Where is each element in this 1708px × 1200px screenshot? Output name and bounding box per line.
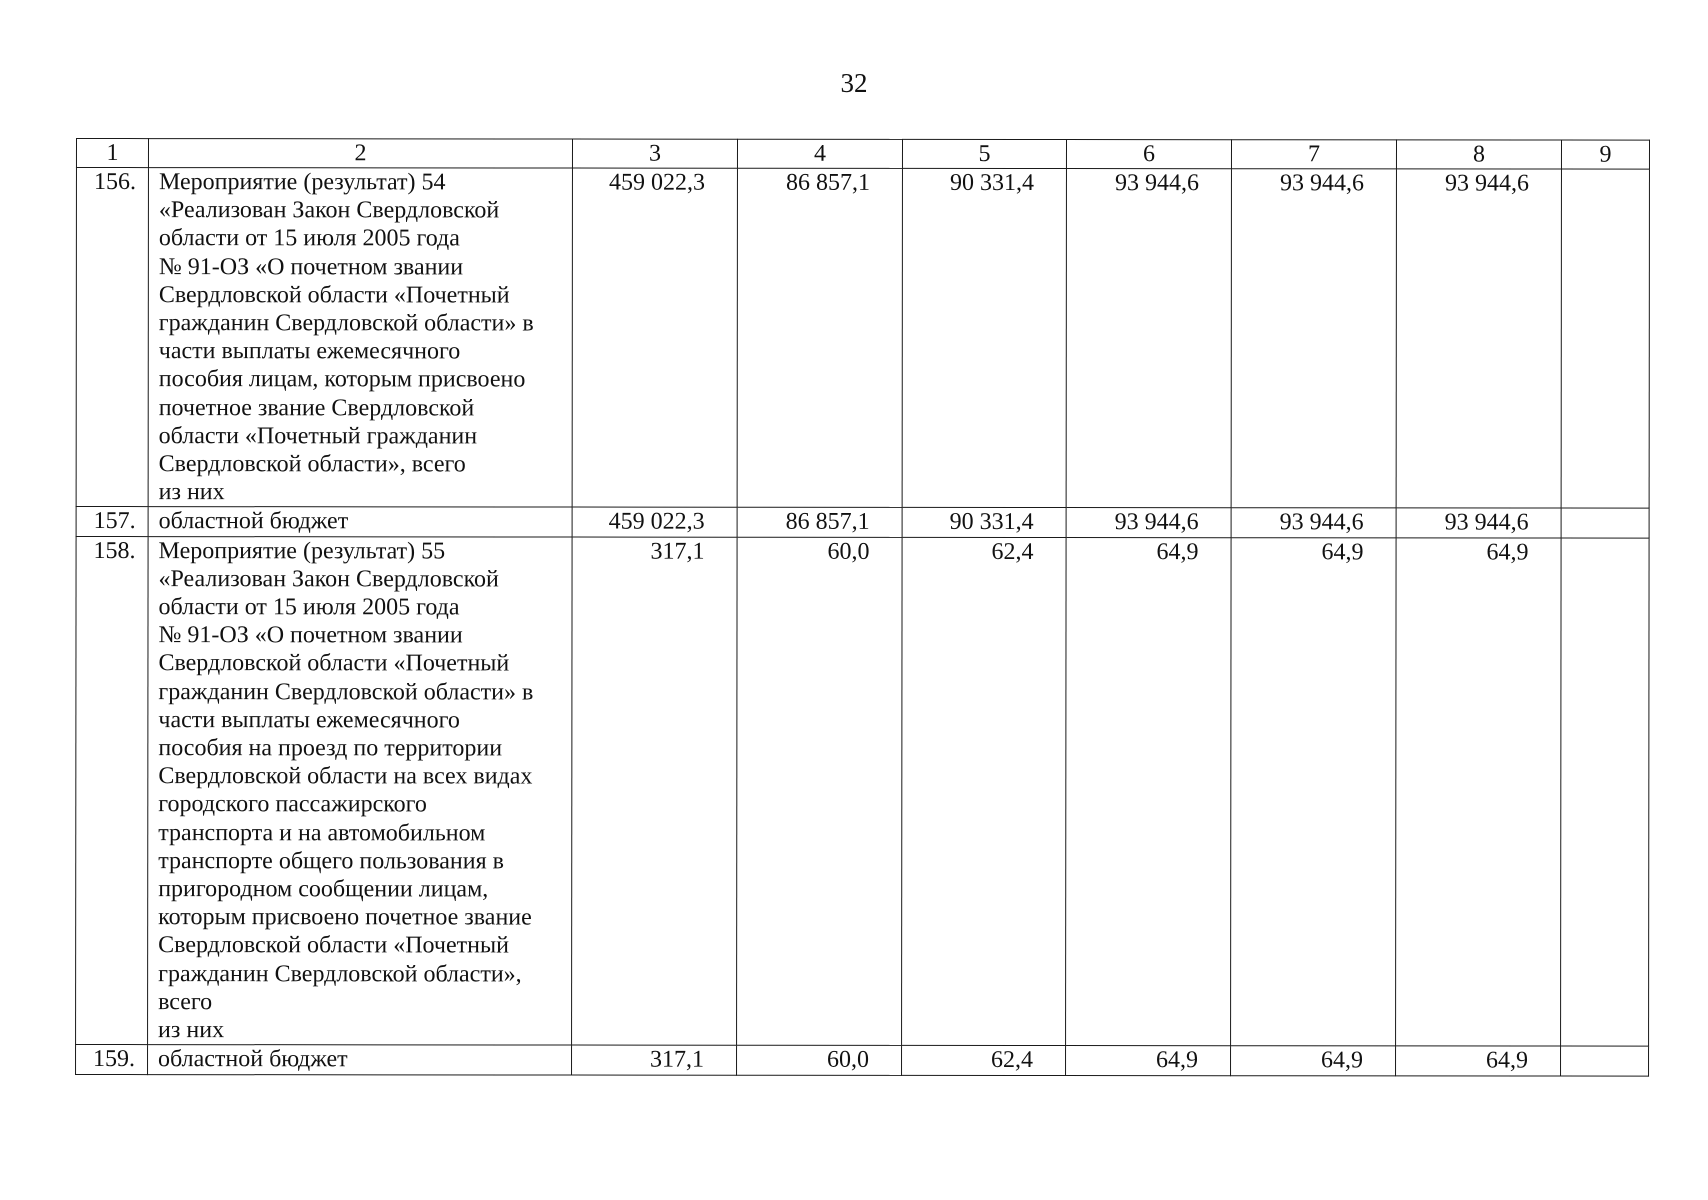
column-header: 3	[572, 139, 737, 168]
value-cell: 64,9	[1066, 537, 1232, 1046]
value-cell: 317,1	[572, 537, 738, 1046]
column-header: 1	[76, 139, 148, 168]
value-cell: 90 331,4	[902, 168, 1066, 508]
value-cell	[1561, 1046, 1649, 1075]
value-cell: 93 944,6	[1396, 169, 1561, 509]
value-cell: 317,1	[572, 1045, 737, 1074]
row-number: 157.	[76, 507, 148, 536]
row-description: Мероприятие (результат) 55 «Реализован Закон Свердловской области от 15 июля 2005 года № 91-ОЗ «О почетном звании Свердловской области «Почетный гражданин Свердловской области» в части выплаты ежемесячного пособия на проезд по территории Свердловской области на всех видах городского пассажирского транспорта и на автомобильном транспорте общего пользования в пригородном сообщении лицам, которым присвоено почетное звание Свердловской области «Почетный гражданин Свердловской области», всего из них	[148, 536, 573, 1045]
value-cell	[1561, 169, 1649, 509]
budget-table	[75, 138, 1650, 1076]
value-cell: 64,9	[1396, 538, 1562, 1047]
row-description: Мероприятие (результат) 54 «Реализован Закон Свердловской области от 15 июля 2005 года № 91-ОЗ «О почетном звании Свердловской области «Почетный гражданин Свердловской области» в части выплаты ежемесячного пособия лицам, которым присвоено почетное звание Свердловской области «Почетный гражданин Свердловской области», всего из них	[148, 168, 572, 508]
value-cell: 64,9	[1396, 1046, 1561, 1075]
value-cell: 93 944,6	[1231, 169, 1396, 509]
table-header-row	[76, 139, 1649, 170]
value-cell	[1561, 508, 1649, 537]
table-row	[76, 1045, 1649, 1076]
row-number: 159.	[76, 1045, 148, 1074]
value-cell: 93 944,6	[1231, 508, 1396, 537]
column-header: 6	[1066, 140, 1231, 169]
value-cell: 93 944,6	[1396, 508, 1561, 537]
value-cell: 90 331,4	[902, 508, 1066, 537]
column-header: 7	[1231, 140, 1396, 169]
value-cell: 62,4	[902, 1046, 1066, 1075]
table-row	[76, 168, 1649, 509]
row-number: 156.	[76, 168, 148, 508]
value-cell: 64,9	[1231, 537, 1397, 1046]
value-cell	[1561, 538, 1650, 1047]
table-row	[76, 507, 1649, 538]
value-cell: 459 022,3	[572, 507, 737, 536]
value-cell: 459 022,3	[572, 168, 737, 508]
value-cell: 64,9	[1066, 1046, 1231, 1075]
row-description: областной бюджет	[148, 1045, 572, 1075]
column-header: 5	[902, 139, 1066, 168]
value-cell: 60,0	[737, 1045, 902, 1074]
value-cell: 62,4	[902, 537, 1067, 1046]
column-header: 4	[737, 139, 902, 168]
column-header: 8	[1396, 140, 1561, 169]
column-header: 2	[148, 139, 572, 168]
row-description: областной бюджет	[148, 507, 572, 537]
table-row	[76, 536, 1650, 1046]
value-cell: 64,9	[1231, 1046, 1396, 1075]
value-cell: 86 857,1	[737, 168, 902, 508]
value-cell: 60,0	[737, 537, 903, 1046]
page-number: 32	[840, 68, 868, 98]
column-header: 9	[1561, 140, 1649, 169]
value-cell: 93 944,6	[1066, 169, 1231, 509]
value-cell: 86 857,1	[737, 508, 902, 537]
row-number: 158.	[76, 536, 149, 1045]
value-cell: 93 944,6	[1066, 508, 1231, 537]
